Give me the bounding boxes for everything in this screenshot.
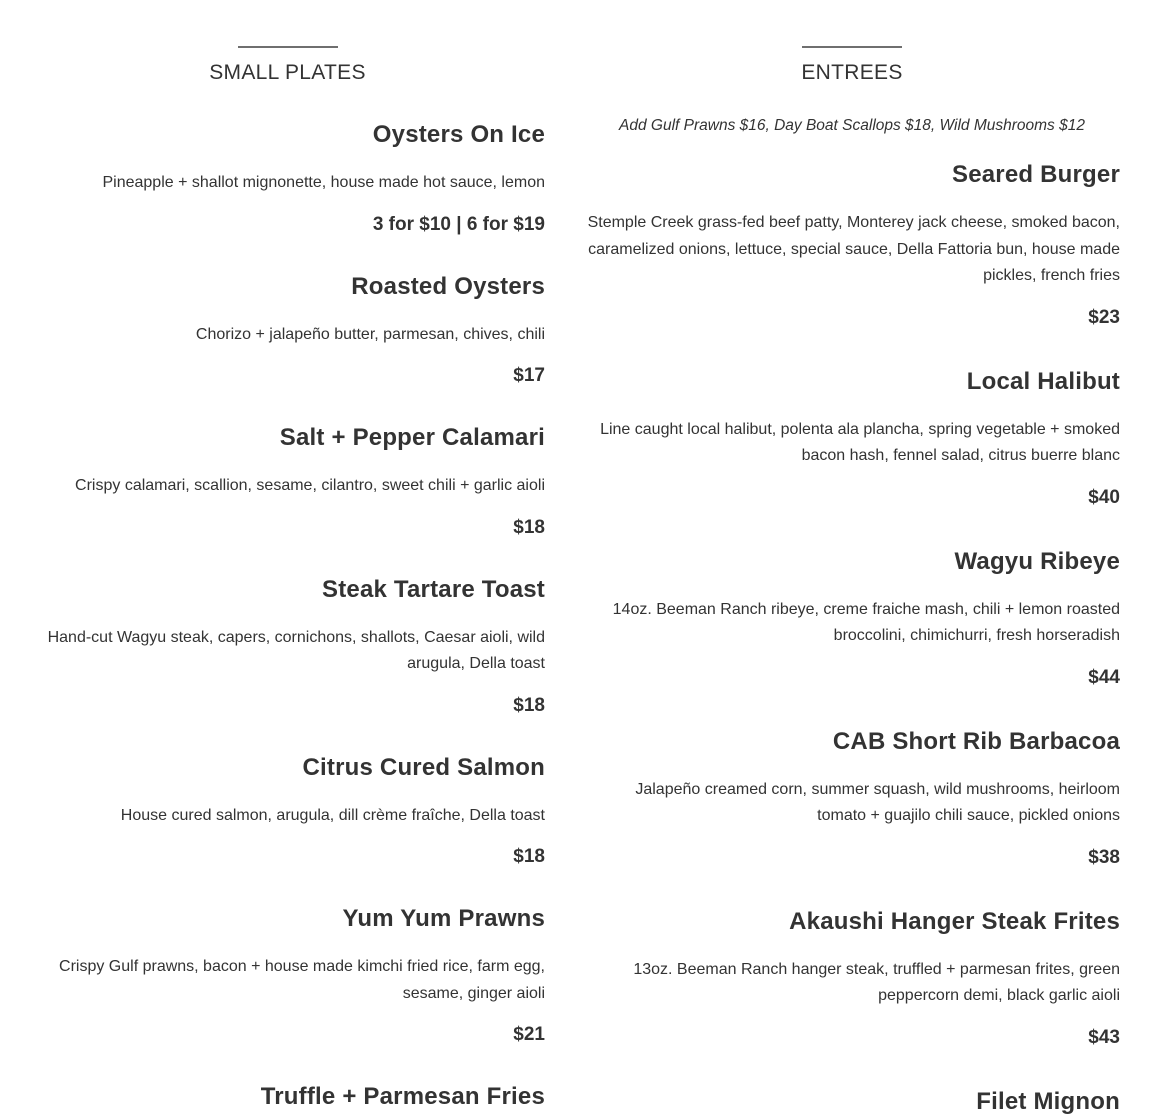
item-description: Pineapple + shallot mignonette, house made hot sauce, lemon — [102, 174, 545, 191]
entrees-header — [584, 0, 1120, 86]
section-title: SMALL PLATES — [209, 61, 366, 84]
item-name: Oysters On Ice — [372, 121, 545, 148]
menu-item — [30, 753, 545, 870]
item-description: Hand-cut Wagyu steak, capers, cornichons, shallots, Caesar aioli, wild arugula, Della toast — [47, 628, 545, 672]
item-description: 13oz. Beeman Ranch hanger steak, truffled + parmesan frites, green peppercorn demi, black garlic aioli — [633, 960, 1120, 1004]
item-name: CAB Short Rib Barbacoa — [832, 727, 1120, 755]
item-name: Salt + Pepper Calamari — [279, 424, 545, 451]
item-name: Yum Yum Prawns — [342, 905, 545, 932]
menu-item — [584, 1087, 1120, 1117]
item-name: Steak Tartare Toast — [322, 575, 545, 603]
item-name: Filet Mignon — [976, 1087, 1120, 1115]
menu-item — [30, 904, 545, 1047]
item-price: 3 for $10 | 6 for $19 — [372, 213, 545, 235]
menu-item — [30, 575, 545, 718]
item-price: $38 — [1088, 846, 1120, 868]
item-price: $23 — [1088, 306, 1120, 328]
small-plates-section — [30, 0, 545, 1112]
item-price: $43 — [1088, 1026, 1120, 1048]
item-description: 14oz. Beeman Ranch ribeye, creme fraiche mash, chili + lemon roasted broccolini, chimichurri, fresh horseradish — [612, 600, 1120, 644]
menu-item — [584, 727, 1120, 870]
item-name: Local Halibut — [966, 367, 1120, 395]
item-description: Stemple Creek grass-fed beef patty, Monterey jack cheese, smoked bacon, caramelized onions, lettuce, special sauce, Della Fattoria bun, house made pickles, french fries — [587, 214, 1120, 284]
item-price: $18 — [513, 694, 545, 716]
small-plates-header — [30, 0, 545, 86]
item-description: Chorizo + jalapeño butter, parmesan, chives, chili — [195, 325, 545, 343]
item-name: Citrus Cured Salmon — [302, 753, 545, 781]
menu-item — [584, 547, 1120, 690]
item-price: $18 — [513, 516, 545, 538]
item-price: $21 — [513, 1024, 545, 1045]
item-price: $17 — [513, 365, 545, 386]
menu-item — [584, 367, 1120, 510]
item-name: Seared Burger — [952, 161, 1120, 188]
menu-item — [584, 907, 1120, 1050]
item-description: House cured salmon, arugula, dill crème fraîche, Della toast — [120, 806, 545, 824]
section-divider — [802, 46, 902, 48]
menu-item — [30, 120, 545, 237]
section-divider — [238, 46, 338, 48]
item-name: Truffle + Parmesan Fries — [260, 1083, 545, 1110]
item-name: Akaushi Hanger Steak Frites — [789, 907, 1120, 935]
item-description: Crispy calamari, scallion, sesame, cilantro, sweet chili + garlic aioli — [75, 477, 545, 494]
menu-item — [30, 272, 545, 389]
menu-item — [584, 160, 1120, 330]
item-price: $18 — [513, 846, 545, 867]
entree-addons: Add Gulf Prawns $16, Day Boat Scallops $18, Wild Mushrooms $12 — [619, 117, 1085, 134]
item-name: Roasted Oysters — [351, 272, 545, 300]
menu-item — [30, 423, 545, 540]
item-description: Jalapeño creamed corn, summer squash, wild mushrooms, heirloom tomato + guajilo chili sauce, pickled onions — [635, 780, 1120, 824]
menu-item — [30, 1082, 545, 1112]
item-price: $44 — [1088, 666, 1120, 688]
section-title: ENTREES — [801, 61, 903, 84]
entrees-section — [584, 0, 1120, 1117]
item-price: $40 — [1088, 486, 1120, 508]
item-description: Line caught local halibut, polenta ala plancha, spring vegetable + smoked bacon hash, fennel salad, citrus buerre blanc — [600, 420, 1120, 464]
item-name: Wagyu Ribeye — [954, 547, 1120, 575]
item-description: Crispy Gulf prawns, bacon + house made kimchi fried rice, farm egg, sesame, ginger aioli — [59, 958, 545, 1002]
